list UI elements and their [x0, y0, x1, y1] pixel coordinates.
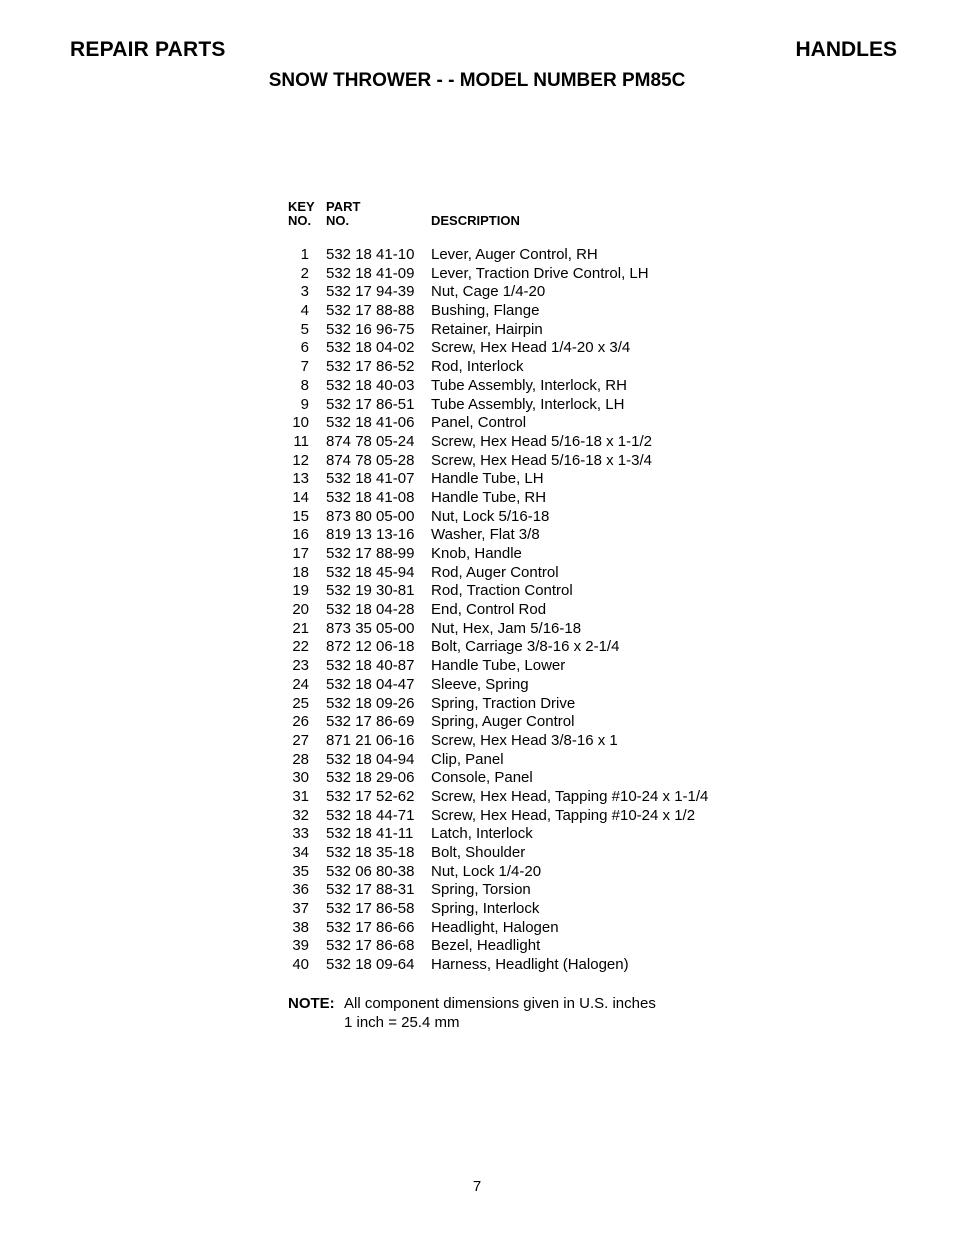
- key-no: 8: [300, 376, 309, 394]
- key-no: 32: [292, 806, 309, 824]
- key-no: 15: [292, 507, 309, 525]
- key-no: 14: [292, 488, 309, 506]
- part-description: Tube Assembly, Interlock, LH: [431, 395, 625, 413]
- table-row: [288, 807, 748, 826]
- key-no: 23: [292, 657, 309, 675]
- key-no: 20: [292, 601, 309, 619]
- table-row: [288, 620, 748, 639]
- table-row: [288, 788, 748, 807]
- description-header: DESCRIPTION: [431, 213, 520, 228]
- table-row: [288, 657, 748, 676]
- part-description: Bushing, Flange: [431, 302, 540, 320]
- table-row: [288, 937, 748, 956]
- part-no: 532 18 41-11: [326, 825, 414, 843]
- key-no: 10: [292, 414, 309, 432]
- part-no: 532 17 52-62: [326, 787, 415, 805]
- key-no: 17: [292, 545, 309, 562]
- table-row: [288, 919, 748, 938]
- key-no: 25: [292, 694, 309, 712]
- part-no: 532 17 88-99: [326, 545, 415, 562]
- table-row: [288, 751, 748, 770]
- part-description: Screw, Hex Head 1/4-20 x 3/4: [431, 339, 631, 357]
- section-title: REPAIR PARTS: [70, 38, 226, 61]
- part-no: 532 18 44-71: [326, 806, 415, 824]
- table-row: [288, 358, 748, 377]
- table-row: [288, 676, 748, 695]
- table-row: [288, 732, 748, 751]
- key-no: 3: [300, 283, 309, 301]
- part-description: Nut, Lock 5/16-18: [431, 507, 550, 525]
- table-row: [288, 414, 748, 433]
- page-subtitle: SNOW THROWER - - MODEL NUMBER PM85C: [268, 70, 686, 91]
- part-no: 532 18 41-09: [326, 264, 415, 282]
- table-row: [288, 489, 748, 508]
- table-row: [288, 713, 748, 732]
- part-no: 532 17 94-39: [326, 283, 415, 301]
- table-row: [288, 339, 748, 358]
- key-no: 28: [292, 750, 309, 768]
- part-description: Nut, Hex, Jam 5/16-18: [431, 619, 582, 637]
- section-category: HANDLES: [795, 38, 897, 61]
- key-no: 37: [292, 900, 309, 918]
- part-no: 874 78 05-28: [326, 451, 415, 469]
- part-no: 819 13 13-16: [326, 526, 415, 544]
- key-no: 1: [300, 246, 309, 263]
- table-row: [288, 825, 748, 844]
- part-no: 532 18 41-08: [326, 488, 415, 506]
- key-no: 13: [292, 470, 309, 488]
- key-no: 11: [293, 432, 309, 450]
- part-no: 872 12 06-18: [326, 638, 415, 656]
- part-description: Nut, Lock 1/4-20: [431, 862, 542, 880]
- table-row: [288, 246, 748, 265]
- part-no: 532 17 86-66: [326, 918, 415, 936]
- part-no: 532 18 41-07: [326, 470, 415, 488]
- key-no: 38: [292, 918, 309, 936]
- key-no: 35: [292, 862, 309, 880]
- key-no: 21: [292, 619, 309, 637]
- key-no: 24: [292, 675, 309, 693]
- part-description: Spring, Auger Control: [431, 713, 575, 731]
- key-no: 31: [292, 787, 309, 805]
- part-description: Lever, Traction Drive Control, LH: [431, 264, 649, 282]
- part-description: Rod, Interlock: [431, 358, 524, 376]
- key-no: 33: [292, 825, 309, 843]
- part-description: Handle Tube, Lower: [431, 657, 566, 675]
- key-no: 26: [292, 713, 309, 731]
- table-row: [288, 470, 748, 489]
- table-row: [288, 302, 748, 321]
- part-no: 532 17 88-31: [326, 881, 415, 899]
- table-row: [288, 377, 748, 396]
- part-description: Screw, Hex Head 5/16-18 x 1-3/4: [431, 451, 652, 469]
- part-no: 873 80 05-00: [326, 507, 415, 525]
- part-no: 532 18 09-26: [326, 694, 415, 712]
- part-no: 532 18 29-06: [326, 769, 415, 787]
- part-no: 874 78 05-24: [326, 432, 415, 450]
- table-row: [288, 900, 748, 919]
- key-no: 40: [292, 956, 309, 974]
- table-row: [288, 582, 748, 601]
- part-description: Lever, Auger Control, RH: [431, 246, 598, 263]
- table-row: [288, 881, 748, 900]
- table-row: [288, 433, 748, 452]
- key-no: 27: [292, 731, 309, 749]
- part-no: 532 18 40-87: [326, 657, 415, 675]
- part-no: 532 17 86-51: [326, 395, 415, 413]
- part-no: 532 18 45-94: [326, 563, 415, 581]
- key-no: 12: [292, 451, 309, 469]
- table-row: [288, 844, 748, 863]
- table-row: [288, 863, 748, 882]
- table-row: [288, 638, 748, 657]
- part-description: Handle Tube, LH: [431, 470, 544, 488]
- part-description: Harness, Headlight (Halogen): [431, 956, 629, 974]
- part-description: Spring, Traction Drive: [431, 694, 576, 712]
- part-description: Tube Assembly, Interlock, RH: [431, 376, 627, 394]
- page-number: 7: [472, 1178, 482, 1195]
- part-no: 532 18 04-02: [326, 339, 415, 357]
- part-no: 532 19 30-81: [326, 582, 415, 600]
- part-description: Latch, Interlock: [431, 825, 533, 843]
- part-no: 873 35 05-00: [326, 619, 415, 637]
- key-no: 34: [292, 844, 309, 861]
- part-description: Console, Panel: [431, 769, 533, 787]
- part-description: Handle Tube, RH: [431, 488, 547, 506]
- key-no: 5: [300, 320, 309, 338]
- table-row: [288, 508, 748, 527]
- part-no: 532 18 04-47: [326, 675, 415, 693]
- part-description: End, Control Rod: [431, 601, 547, 619]
- table-row: [288, 452, 748, 471]
- table-row: [288, 769, 748, 788]
- part-no: 532 06 80-38: [326, 862, 415, 880]
- part-description: Spring, Interlock: [431, 900, 540, 918]
- part-description: Washer, Flat 3/8: [431, 526, 540, 544]
- part-no: 532 18 35-18: [326, 844, 415, 861]
- part-description: Sleeve, Spring: [431, 675, 529, 693]
- key-no: 16: [292, 526, 309, 544]
- part-no: 532 18 09-64: [326, 956, 415, 974]
- table-row: [288, 321, 748, 340]
- key-no: 4: [300, 302, 309, 320]
- table-row: [288, 526, 748, 545]
- part-no: 532 17 86-52: [326, 358, 415, 376]
- part-no: 532 18 41-10: [326, 246, 415, 263]
- table-row: [288, 396, 748, 415]
- part-no: 532 16 96-75: [326, 320, 415, 338]
- part-description: Bolt, Shoulder: [431, 844, 526, 861]
- key-no: 22: [292, 638, 309, 656]
- part-description: Clip, Panel: [431, 750, 504, 768]
- part-no-header: PART NO.: [326, 199, 361, 228]
- note-label: NOTE:: [288, 995, 335, 1012]
- part-description: Rod, Traction Control: [431, 582, 573, 600]
- key-no: 39: [292, 937, 309, 955]
- table-row: [288, 545, 748, 564]
- part-description: Nut, Cage 1/4-20: [431, 283, 546, 301]
- key-no: 19: [292, 582, 309, 600]
- table-row: [288, 265, 748, 284]
- part-no: 532 17 86-58: [326, 900, 415, 918]
- part-no: 532 17 88-88: [326, 302, 415, 320]
- part-description: Screw, Hex Head 5/16-18 x 1-1/2: [431, 432, 652, 450]
- key-no: 30: [292, 769, 309, 787]
- part-description: Spring, Torsion: [431, 881, 531, 899]
- key-no: 2: [300, 264, 309, 282]
- key-no-header: KEY NO.: [288, 199, 315, 228]
- key-no: 6: [300, 339, 309, 357]
- part-description: Rod, Auger Control: [431, 563, 559, 581]
- parts-rows: [288, 246, 748, 975]
- table-row: [288, 601, 748, 620]
- part-no: 871 21 06-16: [326, 731, 415, 749]
- key-no: 7: [300, 358, 309, 376]
- part-description: Bolt, Carriage 3/8-16 x 2-1/4: [431, 638, 620, 656]
- table-row: [288, 564, 748, 583]
- part-description: Screw, Hex Head, Tapping #10-24 x 1/2: [431, 806, 696, 824]
- table-row: [288, 695, 748, 714]
- part-description: Retainer, Hairpin: [431, 320, 543, 338]
- key-no: 18: [292, 563, 309, 581]
- key-no: 9: [300, 395, 309, 413]
- part-no: 532 18 04-28: [326, 601, 415, 619]
- part-no: 532 18 04-94: [326, 750, 415, 768]
- part-description: Screw, Hex Head 3/8-16 x 1: [431, 731, 618, 749]
- part-description: Bezel, Headlight: [431, 937, 541, 955]
- key-no: 36: [292, 881, 309, 899]
- part-no: 532 18 41-06: [326, 414, 415, 432]
- part-no: 532 17 86-69: [326, 713, 415, 731]
- note-line-2: 1 inch = 25.4 mm: [344, 1014, 460, 1031]
- table-row: [288, 283, 748, 302]
- part-no: 532 17 86-68: [326, 937, 415, 955]
- part-no: 532 18 40-03: [326, 376, 415, 394]
- note-line-1: All component dimensions given in U.S. inches: [344, 995, 656, 1012]
- table-row: [288, 956, 748, 975]
- part-description: Headlight, Halogen: [431, 918, 559, 936]
- part-description: Screw, Hex Head, Tapping #10-24 x 1-1/4: [431, 787, 709, 805]
- part-description: Knob, Handle: [431, 545, 522, 562]
- part-description: Panel, Control: [431, 414, 527, 432]
